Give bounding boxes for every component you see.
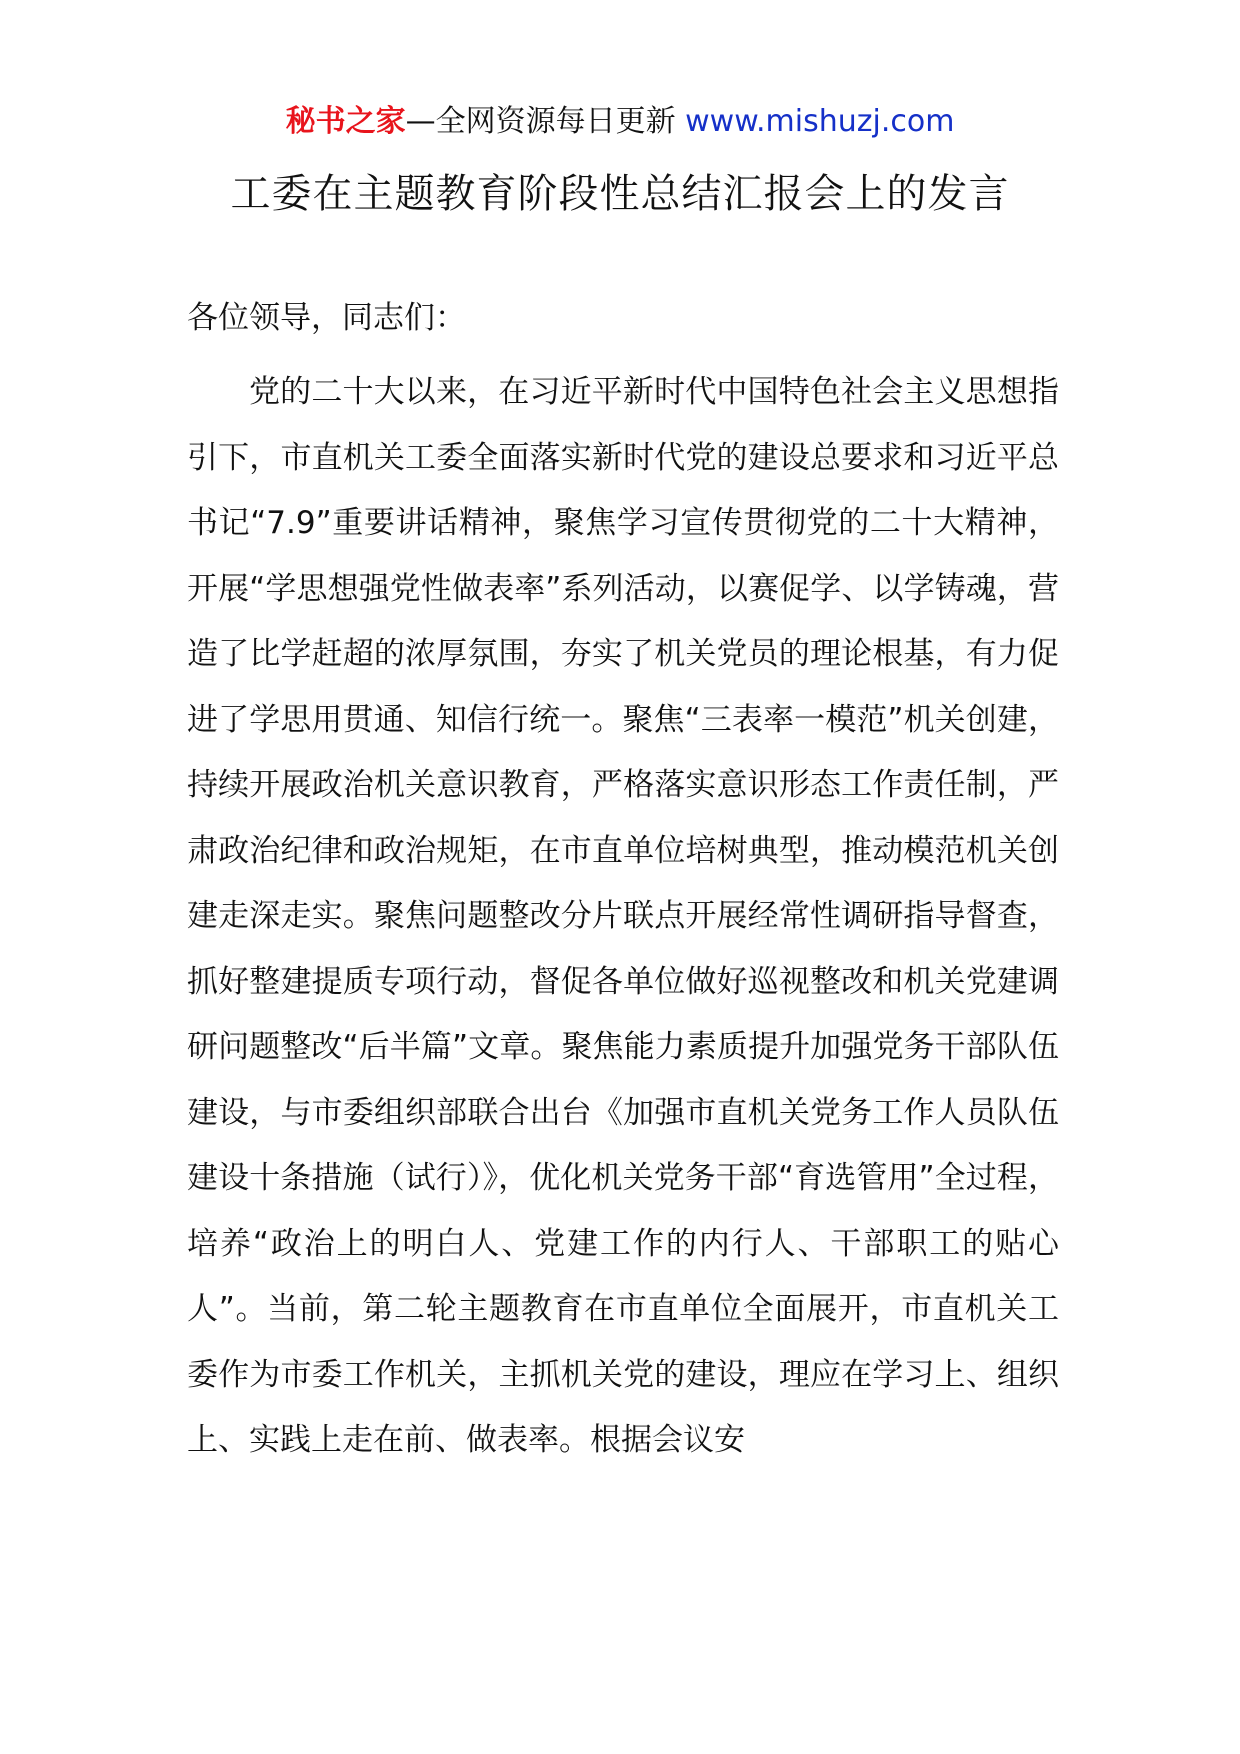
- site-header: [0, 102, 1240, 142]
- document-title: 工委在主题教育阶段性总结汇报会上的发言: [230, 171, 1010, 217]
- salutation: 各位领导，同志们：: [187, 300, 466, 336]
- site-tagline: —全网资源每日更新: [405, 104, 676, 139]
- body-paragraph: 党的二十大以来，在习近平新时代中国特色社会主义思想指引下，市直机关工委全面落实新时代党的建设总要求和习近平总书记“7.9”重要讲话精神，聚焦学习宣传贯彻党的二十大精神，开展“学思想强党性做表率”系列活动，以赛促学、以学铸魂，营造了比学赶超的浓厚氛围，夯实了机关党员的理论根基，有力促进了学思用贯通、知信行统一。聚焦“三表率一模范”机关创建，持续开展政治机关意识教育，严格落实意识形态工作责任制，严肃政治纪律和政治规矩，在市直单位培树典型，推动模范机关创建走深走实。聚焦问题整改分片联点开展经常性调研指导督查，抓好整建提质专项行动，督促各单位做好巡视整改和机关党建调研问题整改“后半篇”文章。聚焦能力素质提升加强党务干部队伍建设，与市委组织部联合出台《加强市直机关党务工作人员队伍建设十条措施（试行）》，优化机关党务干部“育选管用”全过程，培养“政治上的明白人、党建工作的内行人、干部职工的贴心人”。当前，第二轮主题教育在市直单位全面展开，市直机关工委作为市委工作机关，主抓机关党的建设，理应在学习上、组织上、实践上走在前、做表率。根据会议安: [187, 374, 1059, 1458]
- site-url-link[interactable]: www.mishuzj.com: [685, 104, 955, 139]
- site-brand: 秘书之家: [285, 104, 406, 139]
